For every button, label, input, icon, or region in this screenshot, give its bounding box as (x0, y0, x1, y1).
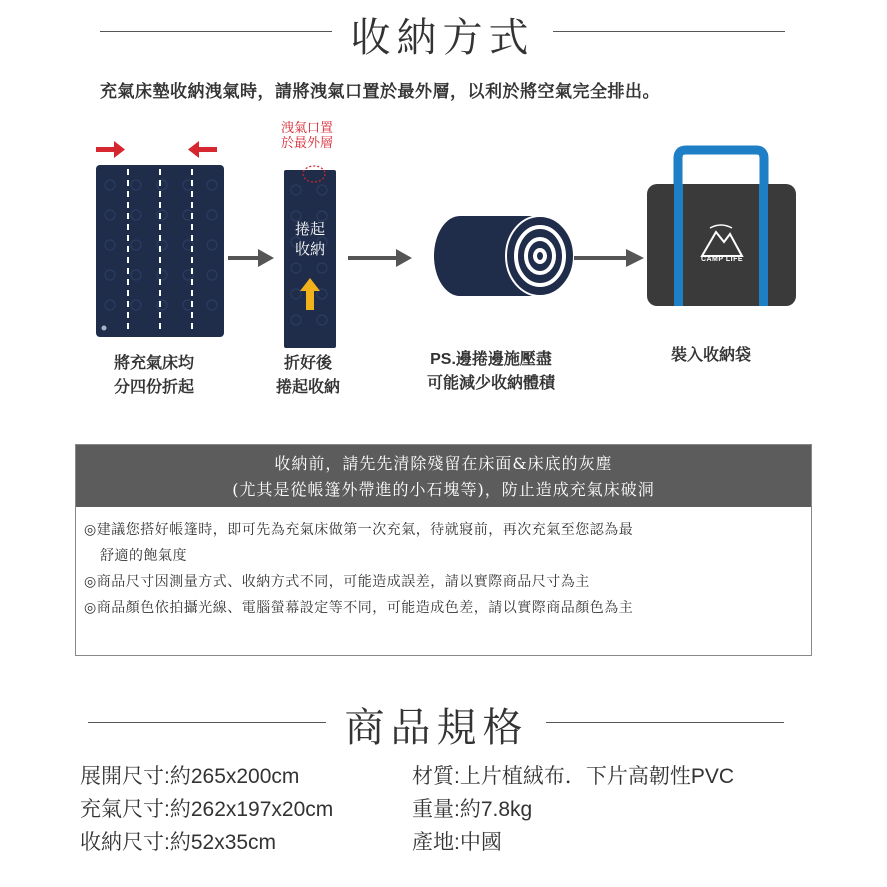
storage-title: 收納方式 (350, 16, 535, 60)
spec-inflated-size: 充氣尺寸:約262x197x20cm (80, 798, 334, 821)
valve-label: 洩氣口置 於最外層 (280, 120, 333, 150)
spec-unfolded-size: 展開尺寸:約265x200cm (80, 765, 300, 788)
step-caption-4: 裝入收納袋 (670, 347, 751, 364)
note-setup-line2: 舒適的飽氣度 (100, 548, 187, 564)
storage-intro: 充氣床墊收納洩氣時，請將洩氣口置於最外層，以利於將空氣完全排出。 (100, 82, 660, 101)
inward-arrow-left-icon (96, 141, 125, 158)
air-mat-icon (96, 165, 224, 337)
step-caption-1: 將充氣床均 分四份折起 (113, 355, 194, 396)
title-rule-right (553, 31, 785, 32)
roll-label: 捲起 收納 (294, 221, 325, 258)
step1-illustration (92, 135, 228, 340)
rolled-mat-icon (434, 216, 574, 296)
step-arrow-1 (228, 248, 276, 268)
spec-material: 材質:上片植絨布．下片高韌性PVC (412, 765, 735, 788)
inward-arrow-right-icon (188, 141, 217, 158)
step-caption-3: PS.邊捲邊施壓盡 可能減少收納體積 (426, 351, 555, 392)
bag-logo-text: CAMP LIFE (700, 256, 744, 263)
storage-bag-icon (647, 150, 796, 306)
step-caption-2: 折好後 捲起收納 (275, 355, 340, 396)
spec-weight: 重量:約7.8kg (412, 798, 533, 821)
spec-packed-size: 收納尺寸:約52x35cm (80, 831, 277, 854)
title-rule-left (100, 31, 332, 32)
note-setup-line1: ◎建議您搭好帳篷時，即可先為充氣床做第一次充氣，待就寢前，再次充氣至您認為最 (84, 522, 634, 538)
spec-rule-left (88, 722, 326, 723)
spec-list-right (412, 760, 734, 859)
spec-list-left (80, 760, 333, 859)
spec-rule-right (546, 722, 784, 723)
step4-illustration (644, 144, 799, 310)
notice-box (75, 444, 812, 656)
note-color: ◎商品顏色依拍攝光線、電腦螢幕設定等不同，可能造成色差，請以實際商品顏色為主 (84, 600, 634, 616)
step-arrow-2 (348, 248, 414, 268)
spec-title: 商品規格 (344, 706, 529, 750)
step-arrow-3 (574, 248, 646, 268)
notice-header: 收納前，請先先清除殘留在床面&床底的灰塵 (尤其是從帳篷外帶進的小石塊等)，防止造成充氣床破洞 (76, 445, 811, 507)
note-size: ◎商品尺寸因測量方式、收納方式不同，可能造成誤差，請以實際商品尺寸為主 (84, 574, 590, 590)
step3-illustration (430, 214, 580, 300)
spec-origin: 產地:中國 (412, 831, 502, 854)
